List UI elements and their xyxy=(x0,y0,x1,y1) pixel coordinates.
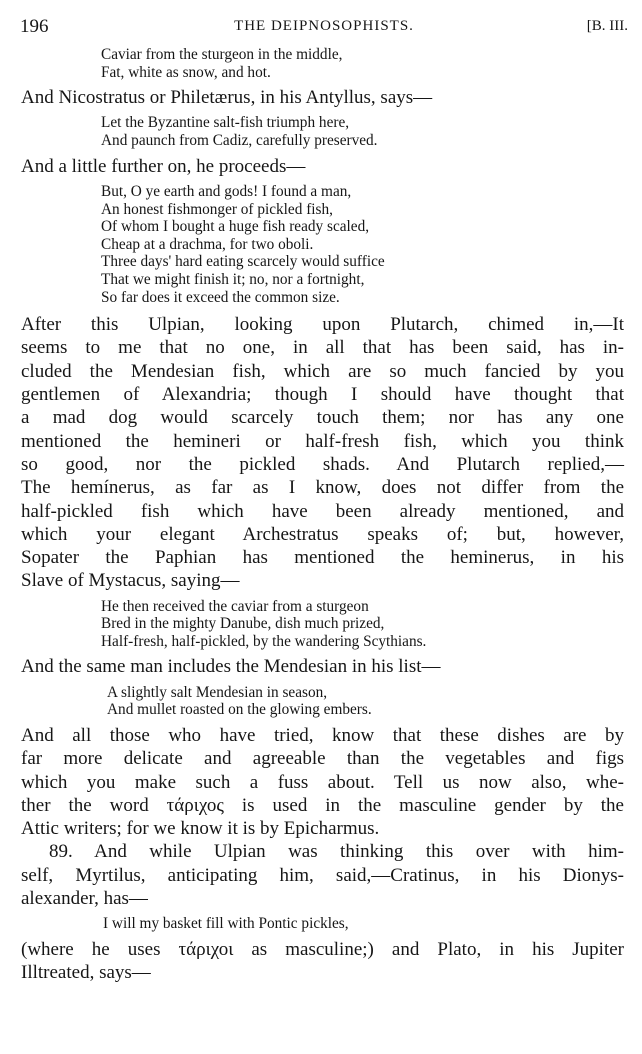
verse-block xyxy=(21,46,624,81)
verse-line: Cheap at a drachma, for two oboli. xyxy=(101,235,314,253)
text-line: which your elegant Archestratus speaks of; but, however, xyxy=(21,523,624,545)
verse-block xyxy=(21,114,624,149)
verse-line: Bred in the mighty Danube, dish much prized, xyxy=(101,615,385,633)
paragraph xyxy=(21,313,624,593)
verse-line: An honest fishmonger of pickled fish, xyxy=(101,200,333,218)
text-line: After this Ulpian, looking upon Plutarch, chimed in,—It xyxy=(21,314,624,336)
verse-line: Caviar from the sturgeon in the middle, xyxy=(101,46,343,63)
verse-block xyxy=(21,183,624,306)
text-line: And all those who have tried, know that these dishes are by xyxy=(21,724,624,746)
text-line: And a little further on, he proceeds— xyxy=(21,155,306,177)
verse-line: Half-fresh, half-pickled, by the wandering Scythians. xyxy=(101,632,427,650)
verse-line: And paunch from Cadiz, carefully preserved. xyxy=(101,132,378,150)
paragraph xyxy=(21,155,624,178)
text-line: Illtreated, says— xyxy=(21,962,151,984)
verse-line: And mullet roasted on the glowing embers. xyxy=(107,701,372,719)
text-line: (where he uses τάριχοι as masculine;) and Plato, in his Jupiter xyxy=(21,938,624,960)
text-line: mentioned the hemineri or half-fresh fish, which you think xyxy=(21,430,624,452)
running-header xyxy=(20,16,628,40)
paragraph xyxy=(21,655,624,678)
text-line: And the same man includes the Mendesian in his list— xyxy=(21,656,441,678)
text-line: Sopater the Paphian has mentioned the heminerus, in his xyxy=(21,547,624,569)
verse-block xyxy=(21,684,624,719)
paragraph xyxy=(21,724,624,910)
text-line: gentlemen of Alexandria; though I should have thought that xyxy=(21,384,624,406)
text-line: seems to me that no one, in all that has been said, has in- xyxy=(21,337,624,359)
verse-line: I will my basket fill with Pontic pickles, xyxy=(103,915,349,933)
text-line: And Nicostratus or Philetærus, in his Antyllus, says— xyxy=(21,87,433,109)
verse-line: So far does it exceed the common size. xyxy=(101,288,340,306)
paragraph xyxy=(21,86,624,109)
verse-line: Of whom I bought a huge fish ready scaled, xyxy=(101,218,370,236)
verse-line: Let the Byzantine salt-fish triumph here, xyxy=(101,114,350,132)
verse-line: A slightly salt Mendesian in season, xyxy=(107,683,328,701)
paragraph xyxy=(21,938,624,985)
verse-line: But, O ye earth and gods! I found a man, xyxy=(101,182,352,200)
text-line: a mad dog would scarcely touch them; nor has any one xyxy=(21,407,624,429)
text-line: so good, nor the pickled shads. And Plutarch replied,— xyxy=(21,453,624,475)
text-line: 89. And while Ulpian was thinking this over with him- xyxy=(49,841,624,863)
text-line: far more delicate and agreeable than the vegetables and figs xyxy=(21,748,624,770)
book-marker: [B. III. xyxy=(586,18,628,34)
verse-line: That we might finish it; no, nor a fortnight, xyxy=(101,270,365,288)
text-line: which you make such a fuss about. Tell us now also, whe- xyxy=(21,771,624,793)
text-line: half-pickled fish which have been already mentioned, and xyxy=(21,500,624,522)
text-line: Attic writers; for we know it is by Epicharmus. xyxy=(21,818,380,840)
text-line: The hemínerus, as far as I know, does not differ from the xyxy=(21,477,624,499)
verse-block xyxy=(21,598,624,651)
text-line: Slave of Mystacus, saying— xyxy=(21,570,240,592)
text-line: self, Myrtilus, anticipating him, said,—Cratinus, in his Dionys- xyxy=(21,864,624,886)
verse-line: Three days' hard eating scarcely would suffice xyxy=(101,253,385,271)
verse-line: Fat, white as snow, and hot. xyxy=(101,63,271,81)
page-body xyxy=(21,46,624,985)
page-number: 196 xyxy=(20,16,49,37)
verse-line: He then received the caviar from a sturgeon xyxy=(101,597,369,615)
text-line: alexander, has— xyxy=(21,888,148,910)
running-title: THE DEIPNOSOPHISTS. xyxy=(234,18,414,34)
verse-block xyxy=(21,915,624,933)
text-line: cluded the Mendesian fish, which are so much fancied by you xyxy=(21,360,624,382)
text-line: ther the word τάριχος is used in the masculine gender by the xyxy=(21,794,624,816)
